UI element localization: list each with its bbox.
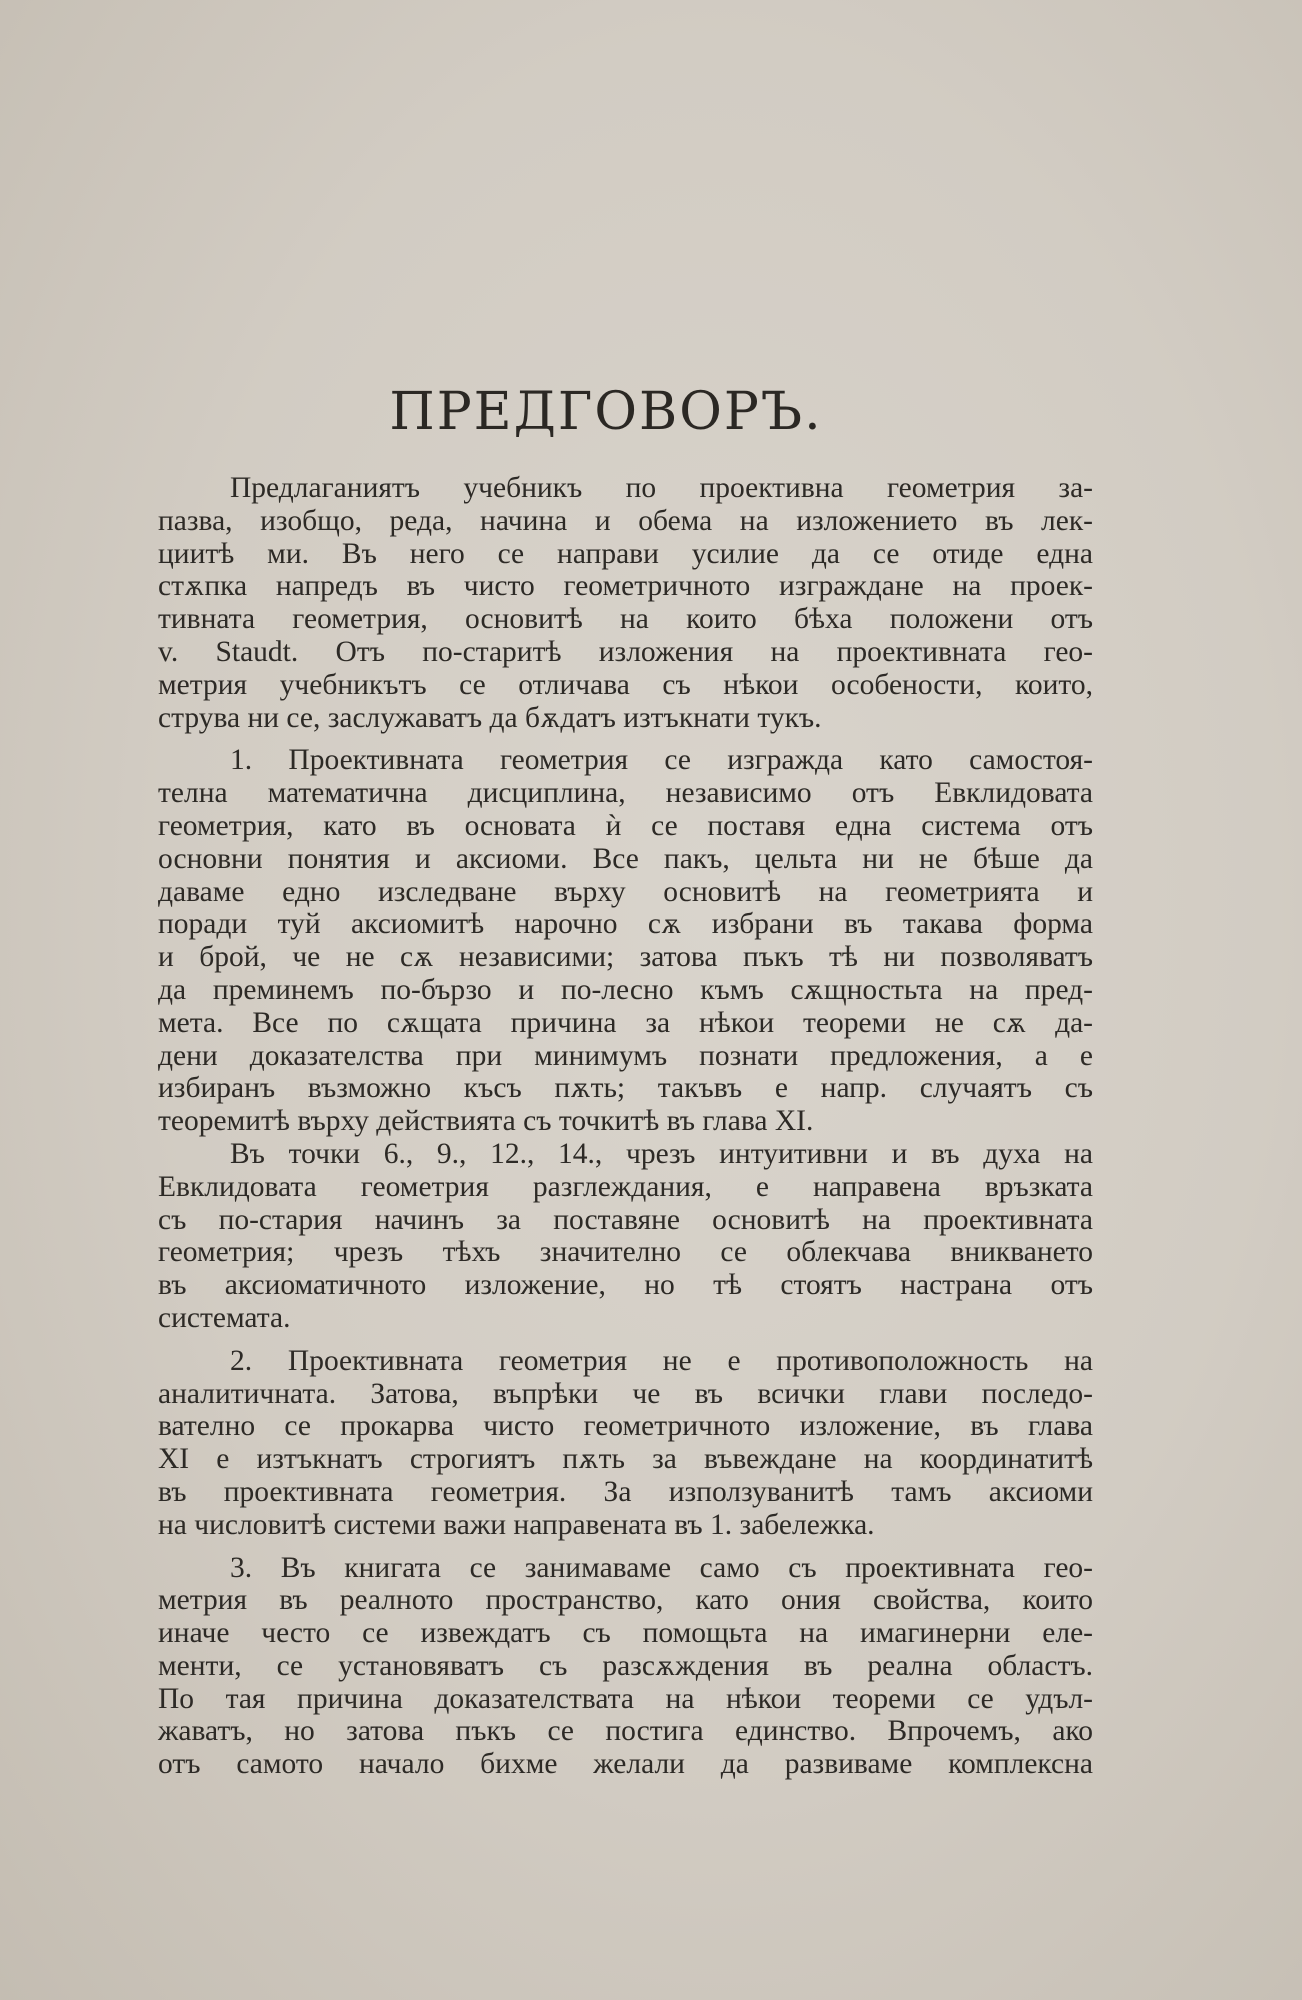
text-line: геометрия; чрезъ тѣхъ значително се облекчава вникването <box>158 1236 1093 1269</box>
text-line: поради туй аксиомитѣ нарочно сѫ избрани въ такава форма <box>158 908 1093 941</box>
text-line: По тая причина доказателствата на нѣкои теореми се удъл- <box>158 1682 1093 1715</box>
text-line: 1. Проективната геометрия се изгражда като самостоя- <box>230 744 1093 777</box>
text-line: да преминемъ по-бързо и по-лесно къмъ сѫщностьта на пред- <box>158 973 1093 1006</box>
text-line: въ аксиоматичното изложение, но тѣ стоятъ настрана отъ <box>158 1269 1093 1302</box>
text-line: жаватъ, но затова пъкъ се постига единство. Впрочемъ, ако <box>158 1715 1093 1748</box>
paragraph-2 <box>158 744 1093 1138</box>
text-line: иначе често се извеждатъ съ помощьта на имагинерни еле- <box>158 1617 1093 1650</box>
text-line: на числовитѣ системи важи направената въ 1. забележка. <box>158 1508 875 1541</box>
text-line: мета. Все по сѫщата причина за нѣкои теореми не сѫ да- <box>158 1006 1093 1039</box>
text-line: системата. <box>158 1301 291 1334</box>
text-line: въ проективната геометрия. За използуванитѣ тамъ аксиоми <box>158 1475 1093 1508</box>
text-line: теоремитѣ върху действията съ точкитѣ въ глава XI. <box>158 1105 814 1138</box>
text-line: Предлаганиятъ учебникъ по проективна геометрия за- <box>230 472 1093 504</box>
text-line: XI е изтъкнатъ строгиятъ пѫть за въвеждане на координатитѣ <box>158 1443 1093 1476</box>
text-line: пазва, изобщо, реда, начина и обема на изложението въ лек- <box>158 504 1093 537</box>
paragraph-1 <box>158 472 1093 734</box>
text-line: избиранъ възможно късъ пѫть; такъвъ е напр. случаятъ съ <box>158 1072 1093 1105</box>
text-line: аналитичната. Затова, въпрѣки че въ всички глави последо- <box>158 1377 1093 1410</box>
text-line: 3. Въ книгата се занимаваме само съ проективната гео- <box>230 1551 1093 1584</box>
paragraph-3 <box>158 1138 1093 1335</box>
paragraph-4 <box>158 1345 1093 1542</box>
text-line: метрия учебникътъ се отличава съ нѣкои особености, които, <box>158 668 1093 701</box>
text-line: и брой, че не сѫ независими; затова пъкъ тѣ ни позволяватъ <box>158 941 1093 974</box>
text-line: телна математична дисциплина, независимо отъ Евклидовата <box>158 777 1093 810</box>
text-line: струва ни се, заслужаватъ да бѫдатъ изтъкнати тукъ. <box>158 701 822 734</box>
text-line: Евклидовата геометрия разглеждания, е направена връзката <box>158 1170 1093 1203</box>
text-line: v. Staudt. Отъ по-старитѣ изложения на проективната гео- <box>158 635 1093 668</box>
text-line: отъ самото начало бихме желали да развиваме комплексна <box>158 1748 1093 1781</box>
text-line: даваме едно изследване върху основитѣ на геометрията и <box>158 875 1093 908</box>
text-line: съ по-стария начинъ за поставяне основитѣ на проективната <box>158 1203 1093 1236</box>
text-line: менти, се установяватъ съ разсѫждения въ реална областъ. <box>158 1649 1093 1682</box>
preface-body <box>158 472 1093 1781</box>
text-line: тивната геометрия, основитѣ на които бѣха положени отъ <box>158 603 1093 636</box>
text-line: стѫпка напредъ въ чисто геометричното изграждане на проек- <box>158 570 1093 603</box>
text-line: 2. Проективната геометрия не е противоположность на <box>230 1344 1093 1377</box>
text-line: основни понятия и аксиоми. Все пакъ, цельта ни не бѣше да <box>158 842 1093 875</box>
text-line: циитѣ ми. Въ него се направи усилие да се отиде една <box>158 537 1093 570</box>
text-line: вателно се прокарва чисто геометричното изложение, въ глава <box>158 1410 1093 1443</box>
text-line: геометрия, като въ основата ѝ се поставя една система отъ <box>158 809 1093 842</box>
text-line: Въ точки 6., 9., 12., 14., чрезъ интуитивни и въ духа на <box>230 1137 1093 1170</box>
text-line: метрия въ реалното пространство, като ония свойства, които <box>158 1584 1093 1617</box>
page-title: ПРЕДГОВОРЪ. <box>389 382 823 442</box>
text-line: дени доказателства при минимумъ познати предложения, а е <box>158 1039 1093 1072</box>
paragraph-5 <box>158 1552 1093 1782</box>
